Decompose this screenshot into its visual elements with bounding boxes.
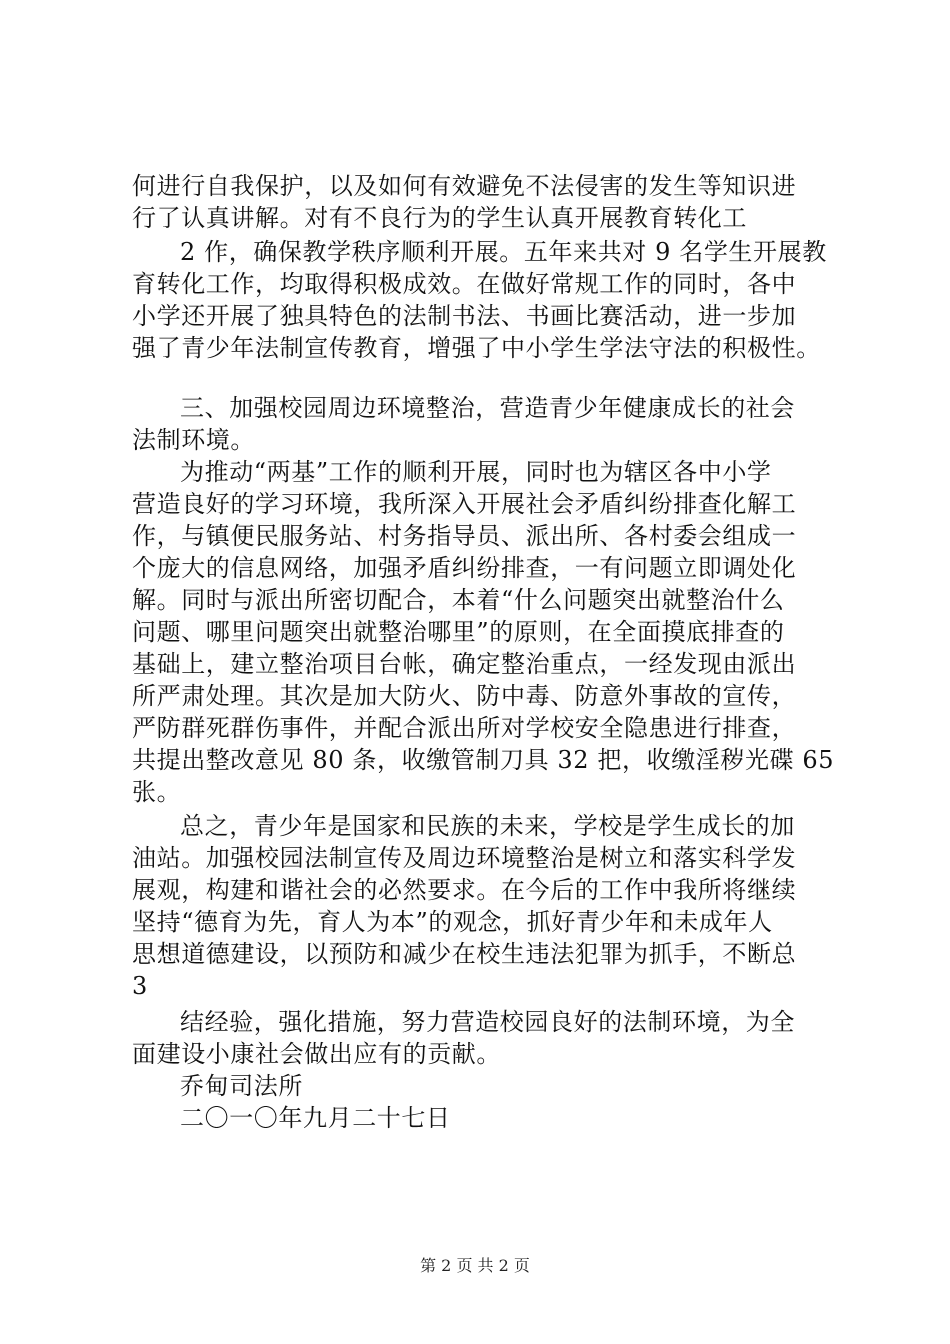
page-footer: 第 2 页 共 2 页 <box>420 1256 530 1275</box>
body-line: 解。同时与派出所密切配合，本着“什么问题突出就整治什么 <box>132 586 785 614</box>
body-line: 严防群死群伤事件，并配合派出所对学校安全隐患进行排查， <box>132 714 797 742</box>
body-line: 作，与镇便民服务站、村务指导员、派出所、各村委会组成一 <box>132 522 797 550</box>
body-line: 个庞大的信息网络，加强矛盾纠纷排查，一有问题立即调处化 <box>132 554 797 582</box>
body-line: 小学还开展了独具特色的法制书法、书画比赛活动，进一步加 <box>132 302 797 330</box>
body-line: 何进行自我保护，以及如何有效避免不法侵害的发生等知识进 <box>132 172 797 200</box>
body-line: 所严肃处理。其次是加大防火、防中毒、防意外事故的宣传， <box>132 682 797 710</box>
body-line: 2 作，确保教学秩序顺利开展。五年来共对 9 名学生开展教 <box>180 238 827 266</box>
body-line: 基础上，建立整治项目台帐，确定整治重点，一经发现由派出 <box>132 650 797 678</box>
body-line: 营造良好的学习环境，我所深入开展社会矛盾纠纷排查化解工 <box>132 490 797 518</box>
body-line: 思想道德建设，以预防和减少在校生违法犯罪为抓手，不断总 <box>132 940 797 968</box>
body-line: 张。 <box>132 778 182 806</box>
body-line: 结经验，强化措施，努力营造校园良好的法制环境，为全 <box>180 1008 795 1036</box>
body-line: 油站。加强校园法制宣传及周边环境整治是树立和落实科学发 <box>132 844 797 872</box>
body-line: 总之，青少年是国家和民族的未来，学校是学生成长的加 <box>180 812 795 840</box>
body-line: 行了认真讲解。对有不良行为的学生认真开展教育转化工 <box>132 204 747 232</box>
body-line: 问题、哪里问题突出就整治哪里”的原则，在全面摸底排查的 <box>132 618 785 646</box>
page-number-marker: 3 <box>132 972 148 1000</box>
signature-org: 乔甸司法所 <box>180 1072 303 1100</box>
body-line: 为推动“两基”工作的顺利开展，同时也为辖区各中小学 <box>180 458 772 486</box>
signature-date: 二〇一〇年九月二十七日 <box>180 1104 451 1132</box>
body-line: 坚持“德育为先，育人为本”的观念，抓好青少年和未成年人 <box>132 908 773 936</box>
section-heading: 三、加强校园周边环境整治，营造青少年健康成长的社会 <box>180 394 795 422</box>
body-line: 共提出整改意见 80 条，收缴管制刀具 32 把，收缴淫秽光碟 65 <box>132 746 835 774</box>
body-line: 育转化工作，均取得积极成效。在做好常规工作的同时，各中 <box>132 270 797 298</box>
body-line: 展观，构建和谐社会的必然要求。在今后的工作中我所将继续 <box>132 876 797 904</box>
section-heading: 法制环境。 <box>132 426 255 454</box>
body-line: 强了青少年法制宣传教育，增强了中小学生学法守法的积极性。 <box>132 334 821 362</box>
body-line: 面建设小康社会做出应有的贡献。 <box>132 1040 501 1068</box>
